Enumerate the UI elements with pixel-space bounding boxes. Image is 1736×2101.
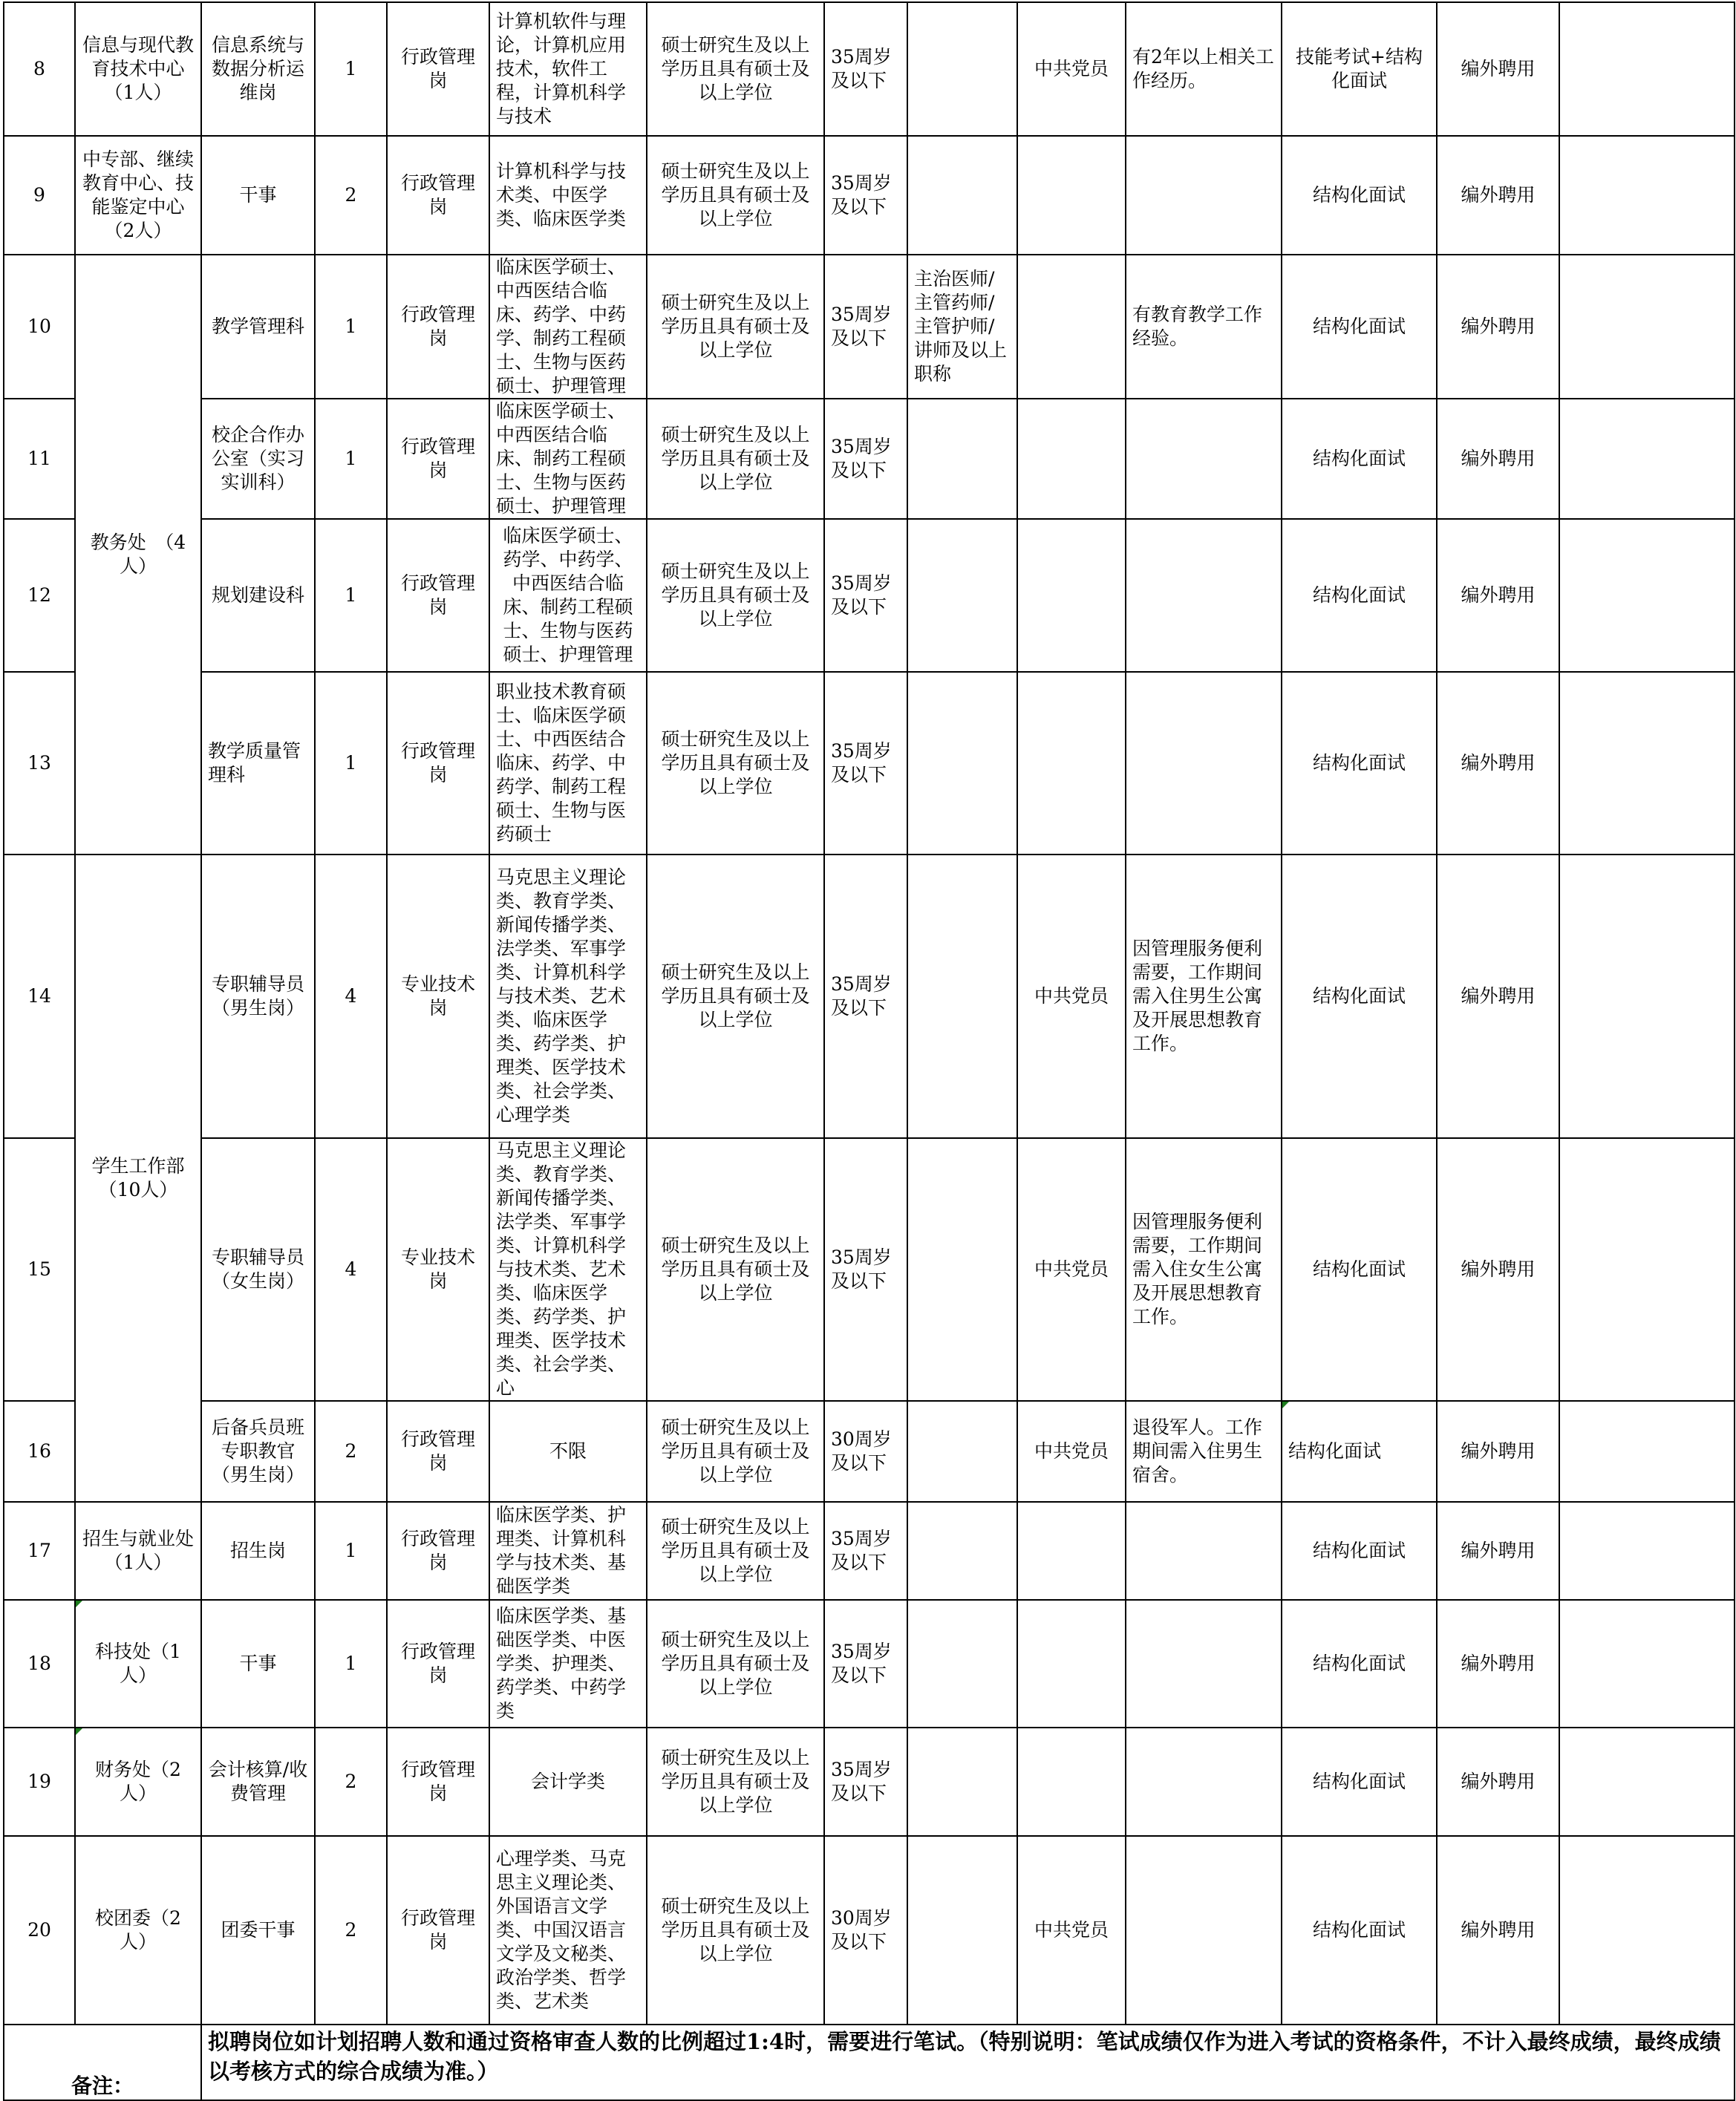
cell-politics: 中共党员 bbox=[1017, 2, 1126, 136]
cell-age: 30周岁及以下 bbox=[824, 1836, 907, 2025]
cell-form: 编外聘用 bbox=[1437, 1401, 1559, 1502]
cell-edu: 硕士研究生及以上学历且具有硕士及以上学位 bbox=[647, 1138, 824, 1401]
table-row bbox=[4, 855, 1735, 1138]
cell-exam: 结构化面试 bbox=[1282, 855, 1437, 1138]
cell-age: 35周岁及以下 bbox=[824, 399, 907, 519]
remark-text: 拟聘岗位如计划招聘人数和通过资格审查人数的比例超过1:4时，需要进行笔试。（特别说明：笔试成绩仅作为进入考试的资格条件，不计入最终成绩，最终成绩以考核方式的综合成绩为准。） bbox=[201, 2025, 1735, 2100]
cell-edu: 硕士研究生及以上学历且具有硕士及以上学位 bbox=[647, 519, 824, 672]
cell-politics bbox=[1017, 672, 1126, 855]
cell-politics: 中共党员 bbox=[1017, 1836, 1126, 2025]
cell-politics bbox=[1017, 1600, 1126, 1728]
cell-empty bbox=[1559, 1728, 1735, 1836]
cell-politics: 中共党员 bbox=[1017, 1138, 1126, 1401]
cell-empty bbox=[1559, 136, 1735, 255]
cell-empty bbox=[1559, 855, 1735, 1138]
cell-post: 规划建设科 bbox=[201, 519, 315, 672]
remark-row bbox=[4, 2025, 1735, 2100]
cell-dept: 信息与现代教育技术中心（1人） bbox=[75, 2, 201, 136]
cell-major: 马克思主义理论类、教育学类、新闻传播学类、法学类、军事学类、计算机科学与技术类、艺术类、临床医学类、药学类、护理类、医学技术类、社会学类、心理学类 bbox=[489, 855, 647, 1138]
cell-no: 10 bbox=[4, 255, 75, 399]
cell-exam: 结构化面试 bbox=[1282, 1600, 1437, 1728]
cell-major: 临床医学硕士、中西医结合临床、制药工程硕士、生物与医药硕士、护理管理 bbox=[489, 399, 647, 519]
cell-title bbox=[907, 672, 1017, 855]
cell-politics bbox=[1017, 136, 1126, 255]
cell-exam: 结构化面试 bbox=[1282, 519, 1437, 672]
table-row bbox=[4, 519, 1735, 672]
cell-edu: 硕士研究生及以上学历且具有硕士及以上学位 bbox=[647, 2, 824, 136]
cell-age: 35周岁及以下 bbox=[824, 255, 907, 399]
cell-count: 1 bbox=[315, 672, 387, 855]
cell-exam: 结构化面试 bbox=[1282, 1401, 1437, 1502]
cell-count: 2 bbox=[315, 136, 387, 255]
cell-empty bbox=[1559, 519, 1735, 672]
cell-dept: 学生工作部（10人） bbox=[75, 855, 201, 1502]
cell-other bbox=[1126, 1502, 1282, 1600]
cell-major: 计算机科学与技术类、中医学类、临床医学类 bbox=[489, 136, 647, 255]
cell-edu: 硕士研究生及以上学历且具有硕士及以上学位 bbox=[647, 136, 824, 255]
cell-no: 18 bbox=[4, 1600, 75, 1728]
cell-major: 心理学类、马克思主义理论类、外国语言文学类、中国汉语言文学及文秘类、政治学类、哲学类、艺术类 bbox=[489, 1836, 647, 2025]
cell-empty bbox=[1559, 672, 1735, 855]
cell-empty bbox=[1559, 1502, 1735, 1600]
cell-other bbox=[1126, 1600, 1282, 1728]
cell-post: 干事 bbox=[201, 1600, 315, 1728]
cell-count: 4 bbox=[315, 855, 387, 1138]
cell-edu: 硕士研究生及以上学历且具有硕士及以上学位 bbox=[647, 1502, 824, 1600]
cell-count: 1 bbox=[315, 399, 387, 519]
cell-post: 校企合作办公室（实习实训科） bbox=[201, 399, 315, 519]
cell-empty bbox=[1559, 2, 1735, 136]
cell-age: 35周岁及以下 bbox=[824, 136, 907, 255]
cell-form: 编外聘用 bbox=[1437, 399, 1559, 519]
cell-count: 1 bbox=[315, 519, 387, 672]
cell-edu: 硕士研究生及以上学历且具有硕士及以上学位 bbox=[647, 855, 824, 1138]
cell-empty bbox=[1559, 399, 1735, 519]
cell-count: 1 bbox=[315, 1502, 387, 1600]
cell-title bbox=[907, 1836, 1017, 2025]
recruitment-table bbox=[3, 1, 1735, 2101]
cell-other: 有教育教学工作经验。 bbox=[1126, 255, 1282, 399]
cell-major: 临床医学硕士、中西医结合临床、药学、中药学、制药工程硕士、生物与医药硕士、护理管理 bbox=[489, 255, 647, 399]
cell-title: 主治医师/主管药师/主管护师/讲师及以上职称 bbox=[907, 255, 1017, 399]
cell-other bbox=[1126, 136, 1282, 255]
table-row bbox=[4, 1728, 1735, 1836]
cell-age: 35周岁及以下 bbox=[824, 519, 907, 672]
cell-form: 编外聘用 bbox=[1437, 519, 1559, 672]
cell-form: 编外聘用 bbox=[1437, 1138, 1559, 1401]
cell-count: 2 bbox=[315, 1728, 387, 1836]
cell-type: 行政管理岗 bbox=[387, 1600, 489, 1728]
cell-post: 干事 bbox=[201, 136, 315, 255]
table-row bbox=[4, 1502, 1735, 1600]
cell-type: 行政管理岗 bbox=[387, 255, 489, 399]
cell-title bbox=[907, 1600, 1017, 1728]
cell-other: 退役军人。工作期间需入住男生宿舍。 bbox=[1126, 1401, 1282, 1502]
cell-dept: 教务处 （4人） bbox=[75, 255, 201, 855]
cell-major: 职业技术教育硕士、临床医学硕士、中西医结合临床、药学、中药学、制药工程硕士、生物与医药硕士 bbox=[489, 672, 647, 855]
table-row bbox=[4, 136, 1735, 255]
table-row bbox=[4, 255, 1735, 399]
cell-type: 行政管理岗 bbox=[387, 519, 489, 672]
cell-title bbox=[907, 399, 1017, 519]
cell-title bbox=[907, 136, 1017, 255]
cell-no: 8 bbox=[4, 2, 75, 136]
cell-type: 行政管理岗 bbox=[387, 2, 489, 136]
cell-title bbox=[907, 855, 1017, 1138]
cell-major: 不限 bbox=[489, 1401, 647, 1502]
cell-post: 后备兵员班专职教官（男生岗） bbox=[201, 1401, 315, 1502]
cell-age: 35周岁及以下 bbox=[824, 672, 907, 855]
cell-empty bbox=[1559, 1401, 1735, 1502]
cell-no: 9 bbox=[4, 136, 75, 255]
cell-politics bbox=[1017, 255, 1126, 399]
cell-empty bbox=[1559, 1600, 1735, 1728]
cell-age: 30周岁及以下 bbox=[824, 1401, 907, 1502]
cell-no: 11 bbox=[4, 399, 75, 519]
cell-other bbox=[1126, 519, 1282, 672]
cell-major: 计算机软件与理论，计算机应用技术，软件工程，计算机科学与技术 bbox=[489, 2, 647, 136]
cell-age: 35周岁及以下 bbox=[824, 1600, 907, 1728]
cell-exam: 结构化面试 bbox=[1282, 136, 1437, 255]
cell-no: 17 bbox=[4, 1502, 75, 1600]
cell-other: 因管理服务便利需要，工作期间需入住男生公寓及开展思想教育工作。 bbox=[1126, 855, 1282, 1138]
cell-exam: 结构化面试 bbox=[1282, 1138, 1437, 1401]
table-row bbox=[4, 1836, 1735, 2025]
cell-other bbox=[1126, 1728, 1282, 1836]
cell-dept: 财务处（2人） bbox=[75, 1728, 201, 1836]
cell-age: 35周岁及以下 bbox=[824, 2, 907, 136]
cell-other bbox=[1126, 399, 1282, 519]
table-row bbox=[4, 1401, 1735, 1502]
cell-no: 20 bbox=[4, 1836, 75, 2025]
cell-no: 12 bbox=[4, 519, 75, 672]
cell-type: 行政管理岗 bbox=[387, 136, 489, 255]
cell-age: 35周岁及以下 bbox=[824, 1728, 907, 1836]
cell-major: 临床医学类、护理类、计算机科学与技术类、基础医学类 bbox=[489, 1502, 647, 1600]
cell-age: 35周岁及以下 bbox=[824, 1138, 907, 1401]
cell-edu: 硕士研究生及以上学历且具有硕士及以上学位 bbox=[647, 1728, 824, 1836]
cell-count: 1 bbox=[315, 2, 387, 136]
cell-post: 会计核算/收费管理 bbox=[201, 1728, 315, 1836]
cell-exam: 结构化面试 bbox=[1282, 1728, 1437, 1836]
cell-other bbox=[1126, 1836, 1282, 2025]
cell-exam: 结构化面试 bbox=[1282, 1836, 1437, 2025]
cell-other: 有2年以上相关工作经历。 bbox=[1126, 2, 1282, 136]
cell-dept: 校团委（2人） bbox=[75, 1836, 201, 2025]
cell-exam: 结构化面试 bbox=[1282, 1502, 1437, 1600]
cell-no: 13 bbox=[4, 672, 75, 855]
cell-form: 编外聘用 bbox=[1437, 1600, 1559, 1728]
cell-major: 马克思主义理论类、教育学类、新闻传播学类、法学类、军事学类、计算机科学与技术类、艺术类、临床医学类、药学类、护理类、医学技术类、社会学类、心 bbox=[489, 1138, 647, 1401]
cell-type: 专业技术岗 bbox=[387, 855, 489, 1138]
cell-no: 19 bbox=[4, 1728, 75, 1836]
cell-form: 编外聘用 bbox=[1437, 855, 1559, 1138]
remark-label: 备注： bbox=[4, 2025, 201, 2100]
cell-major: 会计学类 bbox=[489, 1728, 647, 1836]
cell-politics bbox=[1017, 1728, 1126, 1836]
cell-title bbox=[907, 2, 1017, 136]
cell-empty bbox=[1559, 1138, 1735, 1401]
table-row bbox=[4, 672, 1735, 855]
cell-empty bbox=[1559, 1836, 1735, 2025]
cell-exam: 技能考试+结构化面试 bbox=[1282, 2, 1437, 136]
cell-exam: 结构化面试 bbox=[1282, 399, 1437, 519]
cell-post: 专职辅导员（女生岗） bbox=[201, 1138, 315, 1401]
cell-count: 1 bbox=[315, 255, 387, 399]
cell-no: 16 bbox=[4, 1401, 75, 1502]
cell-edu: 硕士研究生及以上学历且具有硕士及以上学位 bbox=[647, 399, 824, 519]
cell-title bbox=[907, 1401, 1017, 1502]
cell-politics: 中共党员 bbox=[1017, 1401, 1126, 1502]
cell-form: 编外聘用 bbox=[1437, 1728, 1559, 1836]
cell-title bbox=[907, 1728, 1017, 1836]
cell-age: 35周岁及以下 bbox=[824, 855, 907, 1138]
cell-politics bbox=[1017, 399, 1126, 519]
cell-major: 临床医学硕士、药学、中药学、中西医结合临床、制药工程硕士、生物与医药硕士、护理管理 bbox=[489, 519, 647, 672]
cell-type: 行政管理岗 bbox=[387, 1502, 489, 1600]
cell-type: 专业技术岗 bbox=[387, 1138, 489, 1401]
cell-empty bbox=[1559, 255, 1735, 399]
cell-post: 团委干事 bbox=[201, 1836, 315, 2025]
cell-form: 编外聘用 bbox=[1437, 1502, 1559, 1600]
cell-count: 4 bbox=[315, 1138, 387, 1401]
cell-type: 行政管理岗 bbox=[387, 1401, 489, 1502]
cell-dept: 中专部、继续教育中心、技能鉴定中心（2人） bbox=[75, 136, 201, 255]
cell-edu: 硕士研究生及以上学历且具有硕士及以上学位 bbox=[647, 1600, 824, 1728]
cell-count: 2 bbox=[315, 1836, 387, 2025]
cell-post: 信息系统与数据分析运维岗 bbox=[201, 2, 315, 136]
cell-politics: 中共党员 bbox=[1017, 855, 1126, 1138]
table-row bbox=[4, 399, 1735, 519]
cell-post: 教学质量管理科 bbox=[201, 672, 315, 855]
cell-title bbox=[907, 1138, 1017, 1401]
cell-exam: 结构化面试 bbox=[1282, 255, 1437, 399]
cell-politics bbox=[1017, 519, 1126, 672]
cell-post: 专职辅导员（男生岗） bbox=[201, 855, 315, 1138]
cell-title bbox=[907, 519, 1017, 672]
cell-edu: 硕士研究生及以上学历且具有硕士及以上学位 bbox=[647, 672, 824, 855]
cell-other: 因管理服务便利需要，工作期间需入住女生公寓及开展思想教育工作。 bbox=[1126, 1138, 1282, 1401]
cell-exam: 结构化面试 bbox=[1282, 672, 1437, 855]
cell-title bbox=[907, 1502, 1017, 1600]
cell-major: 临床医学类、基础医学类、中医学类、护理类、药学类、中药学类 bbox=[489, 1600, 647, 1728]
cell-no: 14 bbox=[4, 855, 75, 1138]
cell-form: 编外聘用 bbox=[1437, 2, 1559, 136]
cell-other bbox=[1126, 672, 1282, 855]
cell-type: 行政管理岗 bbox=[387, 1728, 489, 1836]
cell-post: 招生岗 bbox=[201, 1502, 315, 1600]
cell-no: 15 bbox=[4, 1138, 75, 1401]
cell-politics bbox=[1017, 1502, 1126, 1600]
table-row bbox=[4, 2, 1735, 136]
cell-edu: 硕士研究生及以上学历且具有硕士及以上学位 bbox=[647, 255, 824, 399]
table-row bbox=[4, 1600, 1735, 1728]
cell-form: 编外聘用 bbox=[1437, 672, 1559, 855]
cell-type: 行政管理岗 bbox=[387, 672, 489, 855]
cell-form: 编外聘用 bbox=[1437, 255, 1559, 399]
cell-count: 2 bbox=[315, 1401, 387, 1502]
cell-type: 行政管理岗 bbox=[387, 1836, 489, 2025]
cell-edu: 硕士研究生及以上学历且具有硕士及以上学位 bbox=[647, 1836, 824, 2025]
cell-dept: 科技处（1人） bbox=[75, 1600, 201, 1728]
table-row bbox=[4, 1138, 1735, 1401]
cell-form: 编外聘用 bbox=[1437, 1836, 1559, 2025]
cell-post: 教学管理科 bbox=[201, 255, 315, 399]
cell-age: 35周岁及以下 bbox=[824, 1502, 907, 1600]
cell-edu: 硕士研究生及以上学历且具有硕士及以上学位 bbox=[647, 1401, 824, 1502]
cell-count: 1 bbox=[315, 1600, 387, 1728]
cell-type: 行政管理岗 bbox=[387, 399, 489, 519]
cell-dept: 招生与就业处（1人） bbox=[75, 1502, 201, 1600]
cell-form: 编外聘用 bbox=[1437, 136, 1559, 255]
